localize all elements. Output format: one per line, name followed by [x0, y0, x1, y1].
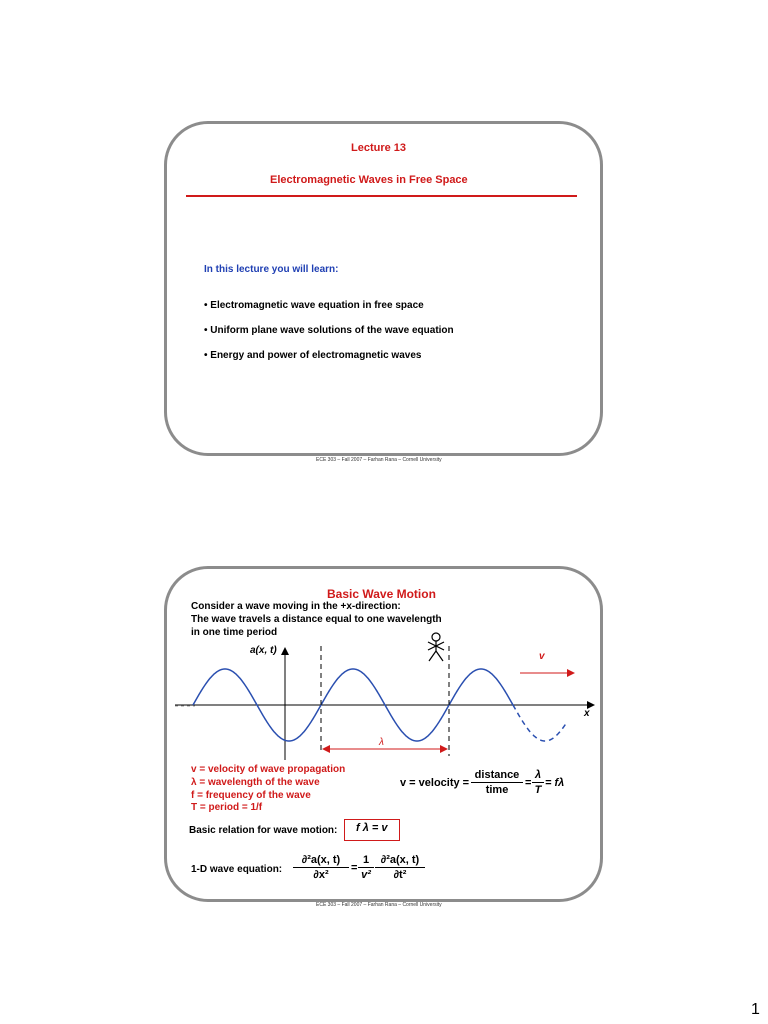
wave-eq-lhs-numerator: ∂²a(x, t) [293, 854, 349, 868]
wave-eq-rhs-denominator: ∂t² [393, 869, 407, 881]
slide2-intro-line-3: in one time period [191, 627, 278, 638]
velocity-eq-lambda: λ [532, 769, 544, 783]
velocity-label: v [539, 651, 545, 662]
definition-wavelength: λ = wavelength of the wave [191, 777, 320, 788]
slide2-footer: ECE 303 – Fall 2007 – Farhan Rana – Cornell University [316, 902, 442, 908]
definition-period: T = period = 1/f [191, 802, 263, 813]
wave-dashed [513, 705, 566, 741]
slide1-intro: In this lecture you will learn: [204, 264, 339, 275]
wave-eq-coef-numerator: 1 [358, 854, 374, 868]
wave-equation-label: 1-D wave equation: [191, 864, 283, 875]
wave-eq-lhs-denominator: ∂x² [313, 869, 329, 881]
slide1-footer: ECE 303 – Fall 2007 – Farhan Rana – Cornell University [316, 457, 442, 463]
definition-frequency: f = frequency of the wave [191, 790, 311, 801]
slide2-intro-line-1: Consider a wave moving in the +x-direction: [191, 601, 401, 612]
basic-relation-equation: f λ = v [356, 822, 388, 834]
x-axis-label: x [584, 708, 590, 719]
velocity-eq-equals: = [525, 777, 532, 789]
page-number: 1 [751, 1001, 760, 1018]
wave-eq-equals: = [351, 862, 358, 874]
velocity-eq-lhs: v = velocity = [400, 777, 470, 789]
definition-velocity: v = velocity of wave propagation [191, 764, 346, 775]
slide1-bullet-3: • Energy and power of electromagnetic waves [204, 350, 422, 361]
slide2-title: Basic Wave Motion [327, 587, 436, 601]
slide1-title: Lecture 13 [351, 142, 407, 154]
wave-eq-rhs-numerator: ∂²a(x, t) [375, 854, 425, 868]
velocity-eq-fraction-lambda-t [532, 769, 544, 796]
velocity-eq-rhs: = fλ [545, 777, 565, 789]
wave-eq-coefficient-fraction [358, 854, 374, 881]
wave-eq-rhs-fraction [375, 854, 425, 881]
y-axis-label: a(x, t) [250, 645, 277, 656]
velocity-eq-distance: distance [471, 769, 523, 783]
wave-eq-lhs-fraction [293, 854, 349, 881]
slide1-bullet-2: • Uniform plane wave solutions of the wave equation [204, 325, 454, 336]
basic-relation-label: Basic relation for wave motion: [189, 825, 338, 836]
velocity-eq-fraction-distance-time [471, 769, 523, 796]
wave-eq-coef-denominator: v² [361, 869, 371, 881]
velocity-eq-time: time [485, 784, 509, 796]
slide2-intro-line-2: The wave travels a distance equal to one wavelength [191, 614, 442, 625]
observer-stick-figure-icon [428, 633, 444, 661]
slide1-subtitle: Electromagnetic Waves in Free Space [270, 174, 468, 186]
velocity-eq-period: T [534, 784, 542, 796]
slide1-bullet-1: • Electromagnetic wave equation in free space [204, 300, 424, 311]
wavelength-label: λ [379, 737, 384, 748]
